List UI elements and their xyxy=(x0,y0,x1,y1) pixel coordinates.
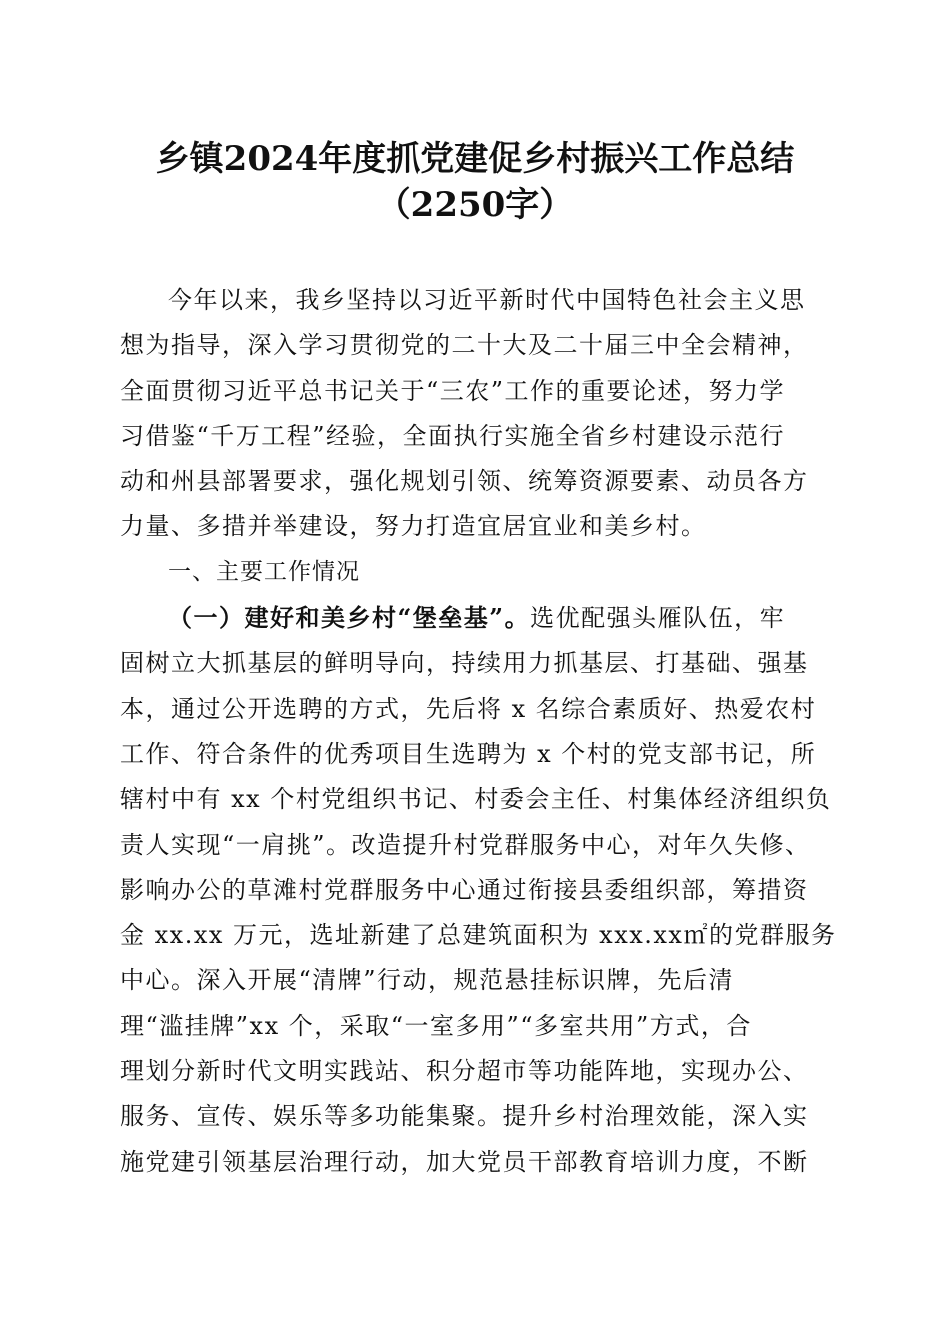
body-line: 责人实现“一肩挑”。改造提升村党群服务中心，对年久失修、 xyxy=(120,830,811,859)
document-body xyxy=(120,278,837,1185)
body-line: 固树立大抓基层的鲜明导向，持续用力抓基层、打基础、强基 xyxy=(120,649,809,678)
document-title xyxy=(0,136,950,228)
intro-line: 力量、多措并举建设，努力打造宜居宜业和美乡村。 xyxy=(120,512,707,541)
body-line: 工作、符合条件的优秀项目生选聘为 x 个村的党支部书记，所 xyxy=(120,739,817,768)
subsection-first-line xyxy=(120,595,830,641)
body-line: 理“滥挂牌”xx 个，采取“一室多用”“多室共用”方式，合 xyxy=(120,1011,752,1040)
intro-line: 习借鉴“千万工程”经验，全面执行实施全省乡村建设示范行 xyxy=(120,421,786,450)
body-line: 本，通过公开选聘的方式，先后将 x 名综合素质好、热爱农村 xyxy=(120,694,817,723)
intro-line: 今年以来，我乡坚持以习近平新时代中国特色社会主义思 xyxy=(168,286,806,314)
intro-line: 动和州县部署要求，强化规划引领、统筹资源要素、动员各方 xyxy=(120,467,809,496)
section-heading: 一、主要工作情况 xyxy=(168,558,360,585)
body-line: 影响办公的草滩村党群服务中心通过衔接县委组织部，筹措资 xyxy=(120,875,809,904)
subsection-heading: （一）建好和美乡村“堡垒基”。 xyxy=(168,603,531,633)
body-line: 金 xx.xx 万元，选址新建了总建筑面积为 xxx.xx㎡的党群服务 xyxy=(120,921,837,950)
body-line: 施党建引领基层治理行动，加大党员干部教育培训力度，不断 xyxy=(120,1147,809,1176)
body-line: 理划分新时代文明实践站、积分超市等功能阵地，实现办公、 xyxy=(120,1057,809,1086)
intro-line: 全面贯彻习近平总书记关于“三农”工作的重要论述，努力学 xyxy=(120,376,786,405)
body-line: 中心。深入开展“清牌”行动，规范悬挂标识牌，先后清 xyxy=(120,966,735,995)
title-line-1: 乡镇2024年度抓党建促乡村振兴工作总结 xyxy=(155,139,795,179)
body-line: 辖村中有 xx 个村党组织书记、村委会主任、村集体经济组织负 xyxy=(120,785,832,814)
intro-line: 想为指导，深入学习贯彻党的二十大及二十届三中全会精神， xyxy=(120,331,809,360)
body-line: 服务、宣传、娱乐等多功能集聚。提升乡村治理效能，深入实 xyxy=(120,1102,809,1131)
title-line-2: （2250字） xyxy=(376,185,574,225)
subsection-first-rest: 选优配强头雁队伍，牢 xyxy=(530,604,786,633)
